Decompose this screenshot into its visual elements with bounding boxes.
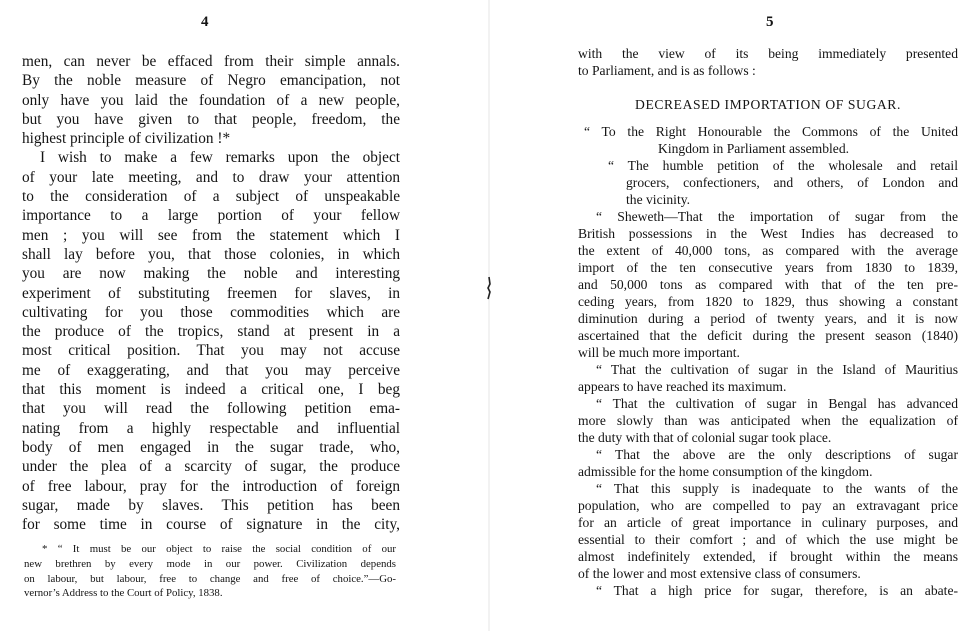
right-page	[482, 0, 980, 631]
text-line: to Parliament, and is as follows :	[578, 63, 756, 78]
spacer	[578, 113, 958, 123]
text-line: the extent of 40,000 tons, as compared with the average	[578, 243, 958, 258]
text-line: of your late meeting, and to draw your attention	[22, 168, 400, 186]
body-text	[22, 52, 400, 534]
text-line: men ; you will see from the statement which I	[22, 226, 400, 244]
text-line: men, can never be effaced from their simple annals.	[22, 53, 400, 70]
text-line: ceding years, from 1820 to 1829, thus showing a constant	[578, 294, 958, 309]
text-line: body of men engaged in the sugar trade, who,	[22, 438, 400, 456]
text-line: essential to their comfort ; and of which the use might be	[578, 532, 958, 547]
text-line: almost indefinitely extended, if brought within the means	[578, 549, 958, 564]
text-line: Kingdom in Parliament assembled.	[658, 141, 850, 156]
text-line: experiment of substituting freemen for slaves, in	[22, 284, 400, 302]
text-line: grocers, confectioners, and others, of London and	[626, 175, 958, 190]
footnote-line: new brethren by every mode in our power. Civilization depends	[24, 557, 396, 570]
text-line: for an article of great importance in culinary purposes, and	[578, 515, 958, 530]
text-line: and 50,000 tons as compared with that of the ten pre-	[578, 277, 958, 292]
text-line: import of the ten consecutive years from 1830 to 1839,	[578, 260, 958, 275]
text-line: By the noble measure of Negro emancipation, not	[22, 72, 400, 90]
text-line: “ That this supply is inadequate to the wants of the	[596, 481, 958, 496]
text-line: shall lay before you, that those colonies, in which	[22, 245, 400, 263]
text-line: more slowly than was anticipated when the equalization of	[578, 413, 958, 428]
text-line: “ That the cultivation of sugar in Bengal has advanced	[596, 396, 958, 411]
text-line: “ The humble petition of the wholesale and retail	[608, 158, 958, 173]
text-line: me of exaggerating, and that you may perceive	[22, 361, 400, 379]
footnote-line: * “ It must be our object to raise the social condition of our	[42, 543, 396, 555]
text-line: will be much more important.	[578, 345, 740, 360]
section-heading: DECREASED IMPORTATION OF SUGAR.	[635, 97, 901, 112]
text-line: ascertained that the deficit during the present season (1840)	[578, 328, 958, 343]
text-line: of free labour, pray for the introduction of foreign	[22, 477, 400, 495]
text-line: diminution during a period of twenty years, and it is now	[578, 311, 958, 326]
text-line: appears to have reached its maximum.	[578, 379, 787, 394]
text-line: that you will read the following petition ema-	[22, 400, 400, 418]
page-number: 4	[201, 14, 209, 30]
left-page	[0, 0, 482, 631]
text-line: the vicinity.	[626, 192, 691, 207]
text-line: but you have given to that people, freedom, the	[22, 110, 400, 128]
text-line: “ That a high price for sugar, therefore, is an abate-	[596, 583, 958, 598]
text-line: only have you laid the foundation of a new people,	[22, 91, 400, 109]
text-line: the duty with that of colonial sugar took place.	[578, 430, 832, 445]
text-line: sugar, made by slaves. This petition has been	[22, 496, 400, 514]
text-line: most critical position. That you may not accuse	[22, 342, 400, 360]
footnote-line: on labour, but labour, free to change and free of choice.”—Go-	[24, 572, 396, 585]
body-text	[578, 45, 958, 599]
text-line: “ To the Right Honourable the Commons of the United	[584, 124, 958, 139]
text-line: I wish to make a few remarks upon the object	[40, 149, 400, 167]
text-line: of the lower and most extensive class of consumers.	[578, 566, 861, 581]
text-line: British possessions in the West Indies has decreased to	[578, 226, 958, 241]
text-line: “ That the above are the only descriptions of sugar	[596, 447, 958, 462]
text-line: nating from a highly respectable and influential	[22, 419, 400, 437]
text-line: with the view of its being immediately presented	[578, 46, 958, 61]
text-line: for some time in course of signature in the city,	[22, 516, 400, 534]
text-line: you are now making the noble and interesting	[22, 265, 400, 283]
text-line: to the consideration of a subject of unspeakable	[22, 188, 400, 206]
text-line: importance to a large portion of your fellow	[22, 207, 400, 225]
footnote	[24, 542, 396, 601]
footnote-line: vernor’s Address to the Court of Policy, 1838.	[24, 587, 223, 600]
spacer	[578, 79, 958, 96]
text-line: admissible for the home consumption of the kingdom.	[578, 464, 873, 479]
text-line: “ Sheweth—That the importation of sugar from the	[596, 209, 958, 224]
text-line: highest principle of civilization !*	[22, 130, 231, 148]
text-line: the produce of the tropics, stand at present in a	[22, 323, 400, 341]
text-line: under the plea of a scarcity of sugar, the produce	[22, 458, 400, 476]
page-number: 5	[766, 14, 774, 30]
text-line: that this moment is indeed a critical one, I beg	[22, 381, 400, 399]
text-line: population, who are compelled to pay an extravagant price	[578, 498, 958, 513]
text-line: cultivating for you those commodities which are	[22, 303, 400, 321]
text-line: “ That the cultivation of sugar in the Island of Mauritius	[596, 362, 958, 377]
